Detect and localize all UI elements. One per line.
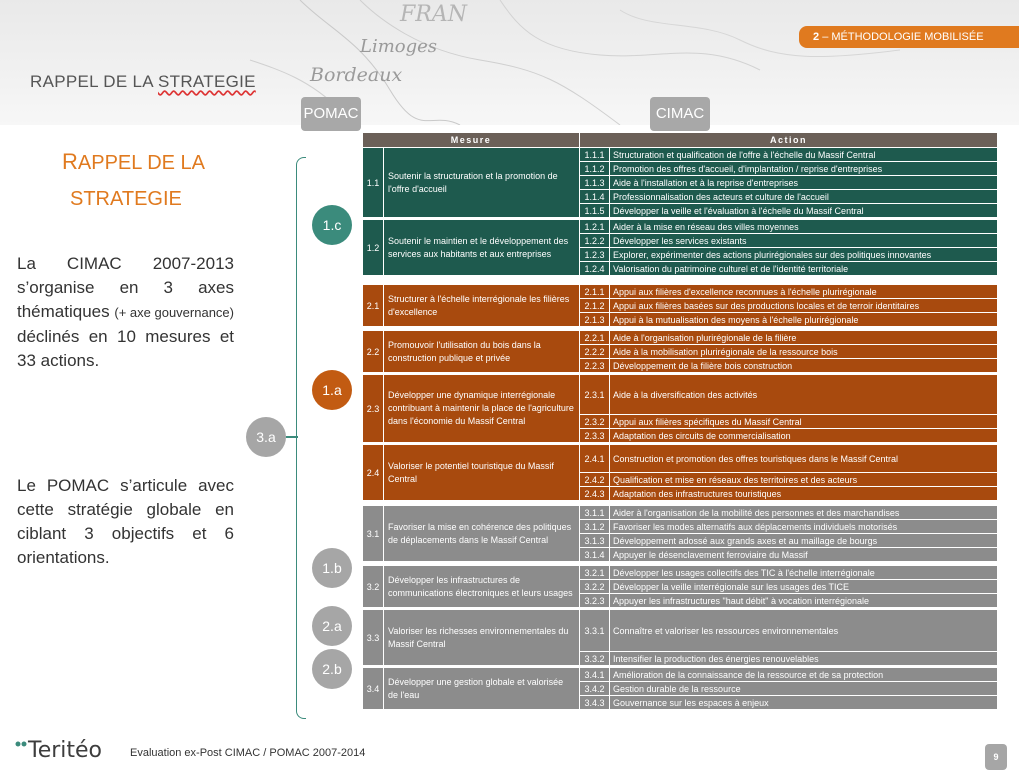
mesure-title: Structurer à l'échelle interrégionale les filières d'excellence	[384, 285, 579, 326]
action-number: 2.1.1	[580, 285, 609, 298]
mesure-number: 2.1	[363, 285, 383, 326]
slide-title-word: STRATEGIE	[158, 72, 256, 91]
cimac-label: CIMAC	[650, 97, 710, 131]
pomac-label: POMAC	[301, 97, 361, 131]
mesure-number: 2.4	[363, 445, 383, 500]
action-label: Qualification et mise en réseaux des territoires et des acteurs	[610, 473, 997, 486]
action-number: 3.1.3	[580, 534, 609, 547]
action-number: 1.2.1	[580, 220, 609, 233]
mesure-title: Soutenir le maintien et le développement des services aux habitants et aux entreprises	[384, 220, 579, 275]
mesure-title: Favoriser la mise en cohérence des politiques de déplacements dans le Massif Central	[384, 506, 579, 561]
action-label: Appui aux filières basées sur des productions locales et de terroir identitaires	[610, 299, 997, 312]
map-label: Limoges	[360, 36, 438, 57]
action-number: 3.2.2	[580, 580, 609, 593]
action-label: Intensifier la production des énergies renouvelables	[610, 652, 997, 665]
action-number: 2.2.2	[580, 345, 609, 358]
action-label: Aide à la diversification des activités	[610, 375, 997, 414]
action-label: Développer les usages collectifs des TIC à l'échelle interrégionale	[610, 566, 997, 579]
action-label: Gouvernance sur les espaces à enjeux	[610, 696, 997, 709]
mesure-number: 3.2	[363, 566, 383, 607]
action-label: Appui à la mutualisation des moyens à l'échelle plurirégionale	[610, 313, 997, 326]
action-number: 3.4.3	[580, 696, 609, 709]
action-label: Appui aux filières spécifiques du Massif Central	[610, 415, 997, 428]
action-number: 3.4.1	[580, 668, 609, 681]
action-number: 2.2.3	[580, 359, 609, 372]
action-label: Aider à la mise en réseau des villes moyennes	[610, 220, 997, 233]
action-label: Professionnalisation des acteurs et culture de l'accueil	[610, 190, 997, 203]
mesure-title: Valoriser le potentiel touristique du Massif Central	[384, 445, 579, 500]
action-number: 1.2.2	[580, 234, 609, 247]
mesure-number: 3.1	[363, 506, 383, 561]
section-label: – MÉTHODOLOGIE MOBILISÉE	[822, 31, 984, 43]
header-map-band	[0, 0, 1019, 125]
slide-title	[30, 72, 256, 92]
action-number: 2.1.2	[580, 299, 609, 312]
action-label: Appuyer le désenclavement ferroviaire du Massif	[610, 548, 997, 561]
mesure-number: 2.2	[363, 331, 383, 372]
strategy-table	[363, 133, 997, 729]
paragraph-pomac: Le POMAC s’articule avec cette stratégie globale en ciblant 3 objectifs et 6 orientations.	[17, 476, 234, 567]
mesure-number: 1.1	[363, 148, 383, 217]
action-number: 2.1.3	[580, 313, 609, 326]
action-label: Adaptation des infrastructures touristiques	[610, 487, 997, 500]
action-label: Valorisation du patrimoine culturel et de l'identité territoriale	[610, 262, 997, 275]
action-number: 1.1.5	[580, 204, 609, 217]
circle-3a: 3.a	[246, 417, 286, 457]
para1-end: déclinés en 10 mesures et 33 actions.	[17, 327, 234, 370]
map-lines-graphic	[0, 0, 1019, 125]
action-label: Développement de la filière bois construction	[610, 359, 997, 372]
mesure-title: Développer les infrastructures de communications électroniques et leurs usages	[384, 566, 579, 607]
mesure-title: Promouvoir l'utilisation du bois dans la construction publique et privée	[384, 331, 579, 372]
action-number: 2.2.1	[580, 331, 609, 344]
action-number: 3.1.4	[580, 548, 609, 561]
action-number: 1.1.4	[580, 190, 609, 203]
mesure-title: Valoriser les richesses environnementales du Massif Central	[384, 610, 579, 665]
action-label: Promotion des offres d'accueil, d'implantation / reprise d'entreprises	[610, 162, 997, 175]
action-label: Aide à l'organisation plurirégionale de la filière	[610, 331, 997, 344]
bracket-tick	[286, 436, 298, 438]
circle-1b: 1.b	[312, 548, 352, 588]
action-number: 1.2.4	[580, 262, 609, 275]
action-label: Appui aux filières d'excellence reconnues à l'échelle plurirégionale	[610, 285, 997, 298]
action-number: 3.2.1	[580, 566, 609, 579]
action-number: 3.3.2	[580, 652, 609, 665]
action-number: 2.3.3	[580, 429, 609, 442]
left-heading	[62, 144, 262, 217]
action-number: 3.1.2	[580, 520, 609, 533]
action-label: Développer les services existants	[610, 234, 997, 247]
action-label: Développer la veille interrégionale sur les usages des TICE	[610, 580, 997, 593]
logo-mark-icon	[15, 740, 29, 750]
action-number: 2.3.1	[580, 375, 609, 414]
teriteo-logo: Teritéo	[28, 738, 103, 763]
action-label: Construction et promotion des offres touristiques dans le Massif Central	[610, 445, 997, 472]
mesure-number: 2.3	[363, 375, 383, 442]
slide-title-prefix: RAPPEL DE LA	[30, 72, 158, 91]
action-number: 2.4.1	[580, 445, 609, 472]
action-label: Aider à l'organisation de la mobilité des personnes et des marchandises	[610, 506, 997, 519]
mesure-number: 3.4	[363, 668, 383, 709]
page-number: 9	[985, 744, 1007, 770]
action-label: Favoriser les modes alternatifs aux déplacements individuels motorisés	[610, 520, 997, 533]
section-number: 2	[813, 31, 820, 43]
action-number: 3.1.1	[580, 506, 609, 519]
mesure-title: Soutenir la structuration et la promotion de l'offre d'accueil	[384, 148, 579, 217]
left-heading-rest: APPEL DE LA	[77, 152, 205, 174]
bracket-line	[296, 157, 306, 719]
circle-1a: 1.a	[312, 370, 352, 410]
para1-main: La CIMAC 2007-2013 s’organise en 3 axes thématiques	[17, 254, 234, 321]
action-label: Structuration et qualification de l'offre à l'échelle du Massif Central	[610, 148, 997, 161]
left-heading-cap: R	[62, 149, 78, 174]
map-label: Bordeaux	[310, 64, 403, 86]
action-number: 1.1.1	[580, 148, 609, 161]
action-label: Développement adossé aux grands axes et au maillage de bourgs	[610, 534, 997, 547]
footer-text: Evaluation ex-Post CIMAC / POMAC 2007-2014	[130, 747, 366, 759]
map-label: FRAN	[400, 2, 467, 27]
mesure-number: 3.3	[363, 610, 383, 665]
action-number: 1.1.3	[580, 176, 609, 189]
mesure-title: Développer une gestion globale et valorisée de l'eau	[384, 668, 579, 709]
section-tag	[799, 26, 1019, 48]
action-number: 1.2.3	[580, 248, 609, 261]
action-label: Gestion durable de la ressource	[610, 682, 997, 695]
action-label: Explorer, expérimenter des actions plurirégionales sur des politiques innovantes	[610, 248, 997, 261]
circle-2b: 2.b	[312, 649, 352, 689]
action-number: 3.2.3	[580, 594, 609, 607]
circle-1c: 1.c	[312, 205, 352, 245]
action-number: 3.4.2	[580, 682, 609, 695]
action-label: Aide à l'installation et à la reprise d'entreprises	[610, 176, 997, 189]
circle-2a: 2.a	[312, 606, 352, 646]
action-number: 3.3.1	[580, 610, 609, 651]
left-heading-line2: STRATEGIE	[70, 188, 182, 210]
action-label: Aide à la mobilisation plurirégionale de la ressource bois	[610, 345, 997, 358]
paragraph-cimac	[17, 252, 234, 373]
mesure-title: Développer une dynamique interrégionale contribuant à maintenir la place de l'agriculture dans l'économie du Massif Central	[384, 375, 579, 442]
header-action: Action	[580, 133, 997, 147]
action-number: 2.4.2	[580, 473, 609, 486]
action-label: Adaptation des circuits de commercialisation	[610, 429, 997, 442]
action-label: Connaître et valoriser les ressources environnementales	[610, 610, 997, 651]
action-number: 2.3.2	[580, 415, 609, 428]
para1-small: (+ axe gouvernance)	[114, 305, 234, 320]
action-label: Développer la veille et l'évaluation à l'échelle du Massif Central	[610, 204, 997, 217]
action-number: 2.4.3	[580, 487, 609, 500]
action-label: Appuyer les infrastructures "haut débit" à vocation interrégionale	[610, 594, 997, 607]
mesure-number: 1.2	[363, 220, 383, 275]
header-mesure: Mesure	[363, 133, 579, 147]
action-number: 1.1.2	[580, 162, 609, 175]
action-label: Amélioration de la connaissance de la ressource et de sa protection	[610, 668, 997, 681]
